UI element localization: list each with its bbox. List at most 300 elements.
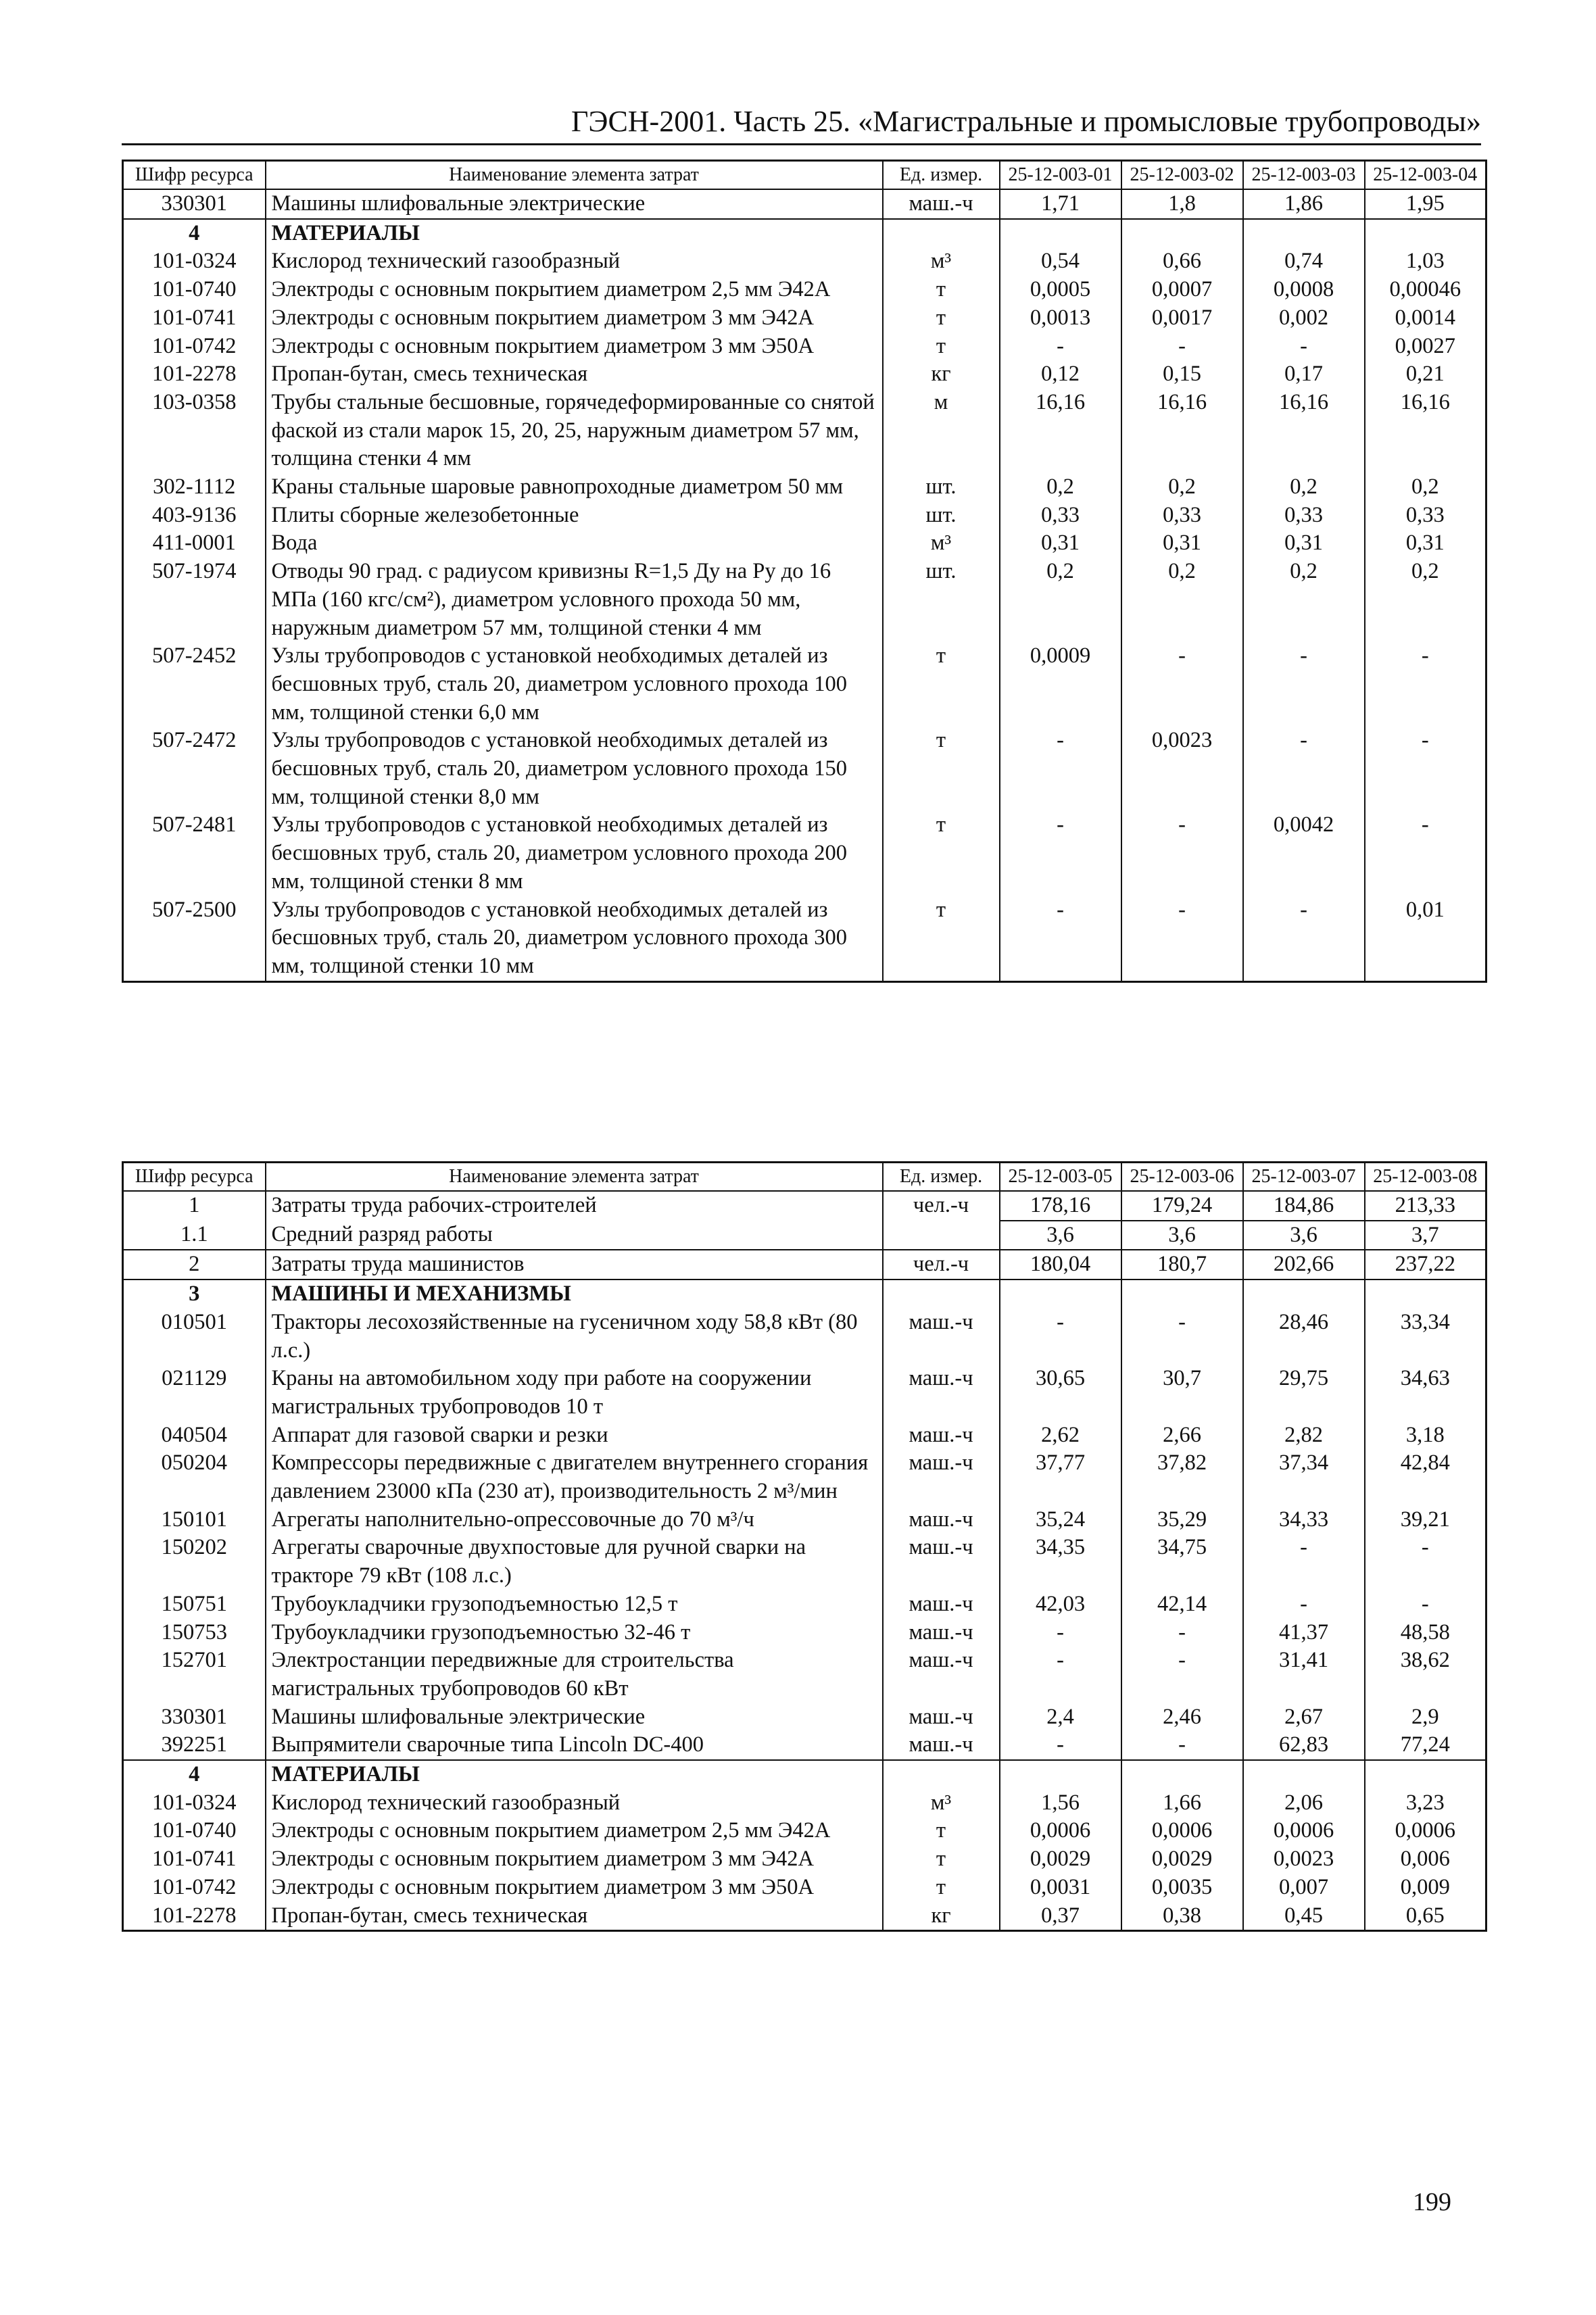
norm-value bbox=[1121, 1760, 1243, 1789]
column-header-unit: Ед. измер. bbox=[883, 161, 1000, 190]
norm-value: 34,35 bbox=[1000, 1534, 1121, 1590]
norm-value: 0,009 bbox=[1365, 1874, 1486, 1902]
table-row bbox=[123, 1902, 1486, 1931]
resource-code: 302-1112 bbox=[123, 473, 266, 502]
resource-code: 021129 bbox=[123, 1365, 266, 1421]
resource-name: Электроды с основным покрытием диаметром 3 мм Э42А bbox=[266, 1845, 883, 1874]
norm-value: 30,65 bbox=[1000, 1365, 1121, 1421]
norm-value: 0,0006 bbox=[1121, 1817, 1243, 1845]
norm-value: 2,82 bbox=[1243, 1421, 1365, 1450]
unit-of-measure: маш.-ч bbox=[883, 1506, 1000, 1534]
table-row bbox=[123, 1845, 1486, 1874]
table-row bbox=[123, 811, 1486, 896]
norm-value: 0,2 bbox=[1365, 558, 1486, 642]
norm-value: 38,62 bbox=[1365, 1647, 1486, 1703]
unit-of-measure: т bbox=[883, 642, 1000, 727]
unit-of-measure: м³ bbox=[883, 1789, 1000, 1818]
resource-name: Плиты сборные железобетонные bbox=[266, 502, 883, 530]
table-row bbox=[123, 1789, 1486, 1818]
table-row bbox=[123, 1449, 1486, 1505]
resource-name: Краны на автомобильном ходу при работе на сооружении магистральных трубопроводов 10 т bbox=[266, 1365, 883, 1421]
resource-name: Тракторы лесохозяйственные на гусеничном ходу 58,8 кВт (80 л.с.) bbox=[266, 1309, 883, 1365]
norm-value: 180,04 bbox=[1000, 1250, 1121, 1280]
norm-value: 0,0017 bbox=[1121, 304, 1243, 333]
table-row bbox=[123, 727, 1486, 811]
table-row bbox=[123, 529, 1486, 558]
unit-of-measure: т bbox=[883, 333, 1000, 361]
table-row bbox=[123, 1590, 1486, 1619]
table-row bbox=[123, 276, 1486, 304]
resource-code: 411-0001 bbox=[123, 529, 266, 558]
table-row bbox=[123, 896, 1486, 982]
norm-value: 0,45 bbox=[1243, 1902, 1365, 1931]
norm-value: 0,31 bbox=[1000, 529, 1121, 558]
norm-value: 3,23 bbox=[1365, 1789, 1486, 1818]
norm-value: 0,33 bbox=[1365, 502, 1486, 530]
norm-value: 0,00046 bbox=[1365, 276, 1486, 304]
norm-value: 3,7 bbox=[1365, 1221, 1486, 1250]
norm-value: 1,8 bbox=[1121, 189, 1243, 219]
norm-value: 0,17 bbox=[1243, 360, 1365, 389]
resource-name: Пропан-бутан, смесь техническая bbox=[266, 360, 883, 389]
norm-value: - bbox=[1121, 811, 1243, 896]
norm-value bbox=[1121, 1280, 1243, 1309]
running-header: ГЭСН-2001. Часть 25. «Магистральные и промысловые трубопроводы» bbox=[122, 101, 1481, 145]
norm-value: 62,83 bbox=[1243, 1731, 1365, 1760]
resource-code: 150202 bbox=[123, 1534, 266, 1590]
table-row bbox=[123, 1647, 1486, 1703]
resource-code: 101-0740 bbox=[123, 276, 266, 304]
norm-value: 42,03 bbox=[1000, 1590, 1121, 1619]
norm-value: 37,82 bbox=[1121, 1449, 1243, 1505]
norm-value: 0,0027 bbox=[1365, 333, 1486, 361]
norm-value: 42,84 bbox=[1365, 1449, 1486, 1505]
norm-value: - bbox=[1000, 1731, 1121, 1760]
norm-value: 0,0029 bbox=[1000, 1845, 1121, 1874]
norm-value: - bbox=[1000, 896, 1121, 982]
norm-value: 16,16 bbox=[1000, 389, 1121, 473]
resource-name: Краны стальные шаровые равнопроходные диаметром 50 мм bbox=[266, 473, 883, 502]
resource-code: 040504 bbox=[123, 1421, 266, 1450]
norm-value: - bbox=[1365, 727, 1486, 811]
resource-name: Электроды с основным покрытием диаметром 3 мм Э50А bbox=[266, 333, 883, 361]
unit-of-measure: маш.-ч bbox=[883, 189, 1000, 219]
norm-value: - bbox=[1243, 333, 1365, 361]
column-header-norm: 25-12-003-08 bbox=[1365, 1163, 1486, 1192]
unit-of-measure: т bbox=[883, 1817, 1000, 1845]
norm-value: 39,21 bbox=[1365, 1506, 1486, 1534]
norm-value: 1,95 bbox=[1365, 189, 1486, 219]
unit-of-measure: маш.-ч bbox=[883, 1309, 1000, 1365]
norm-value: 1,66 bbox=[1121, 1789, 1243, 1818]
norm-value: 35,24 bbox=[1000, 1506, 1121, 1534]
unit-of-measure: м³ bbox=[883, 529, 1000, 558]
resource-name: Трубоукладчики грузоподъемностью 12,5 т bbox=[266, 1590, 883, 1619]
norm-value: 0,0006 bbox=[1000, 1817, 1121, 1845]
unit-of-measure bbox=[883, 219, 1000, 248]
table-row bbox=[123, 247, 1486, 276]
norm-value: 3,6 bbox=[1243, 1221, 1365, 1250]
norm-value: 42,14 bbox=[1121, 1590, 1243, 1619]
norm-value: 0,15 bbox=[1121, 360, 1243, 389]
norm-value: 0,0005 bbox=[1000, 276, 1121, 304]
norm-value: - bbox=[1121, 1309, 1243, 1365]
resource-name: МАТЕРИАЛЫ bbox=[266, 1760, 883, 1789]
unit-of-measure: шт. bbox=[883, 502, 1000, 530]
norm-value bbox=[1121, 219, 1243, 248]
resource-code: 150753 bbox=[123, 1619, 266, 1647]
resource-code: 101-0324 bbox=[123, 247, 266, 276]
resource-name: Затраты труда машинистов bbox=[266, 1250, 883, 1280]
column-header-norm: 25-12-003-07 bbox=[1243, 1163, 1365, 1192]
table-row bbox=[123, 1703, 1486, 1732]
unit-of-measure: шт. bbox=[883, 473, 1000, 502]
resource-code: 330301 bbox=[123, 189, 266, 219]
norm-value: 1,71 bbox=[1000, 189, 1121, 219]
norm-value: 2,62 bbox=[1000, 1421, 1121, 1450]
norm-value: - bbox=[1365, 1590, 1486, 1619]
norm-value: 37,77 bbox=[1000, 1449, 1121, 1505]
norm-value: 0,54 bbox=[1000, 247, 1121, 276]
norm-value: 3,18 bbox=[1365, 1421, 1486, 1450]
resource-name: Агрегаты наполнительно-опрессовочные до 70 м³/ч bbox=[266, 1506, 883, 1534]
norm-value: 2,46 bbox=[1121, 1703, 1243, 1732]
norm-value: 0,21 bbox=[1365, 360, 1486, 389]
norm-value: 0,31 bbox=[1121, 529, 1243, 558]
norm-value: 34,33 bbox=[1243, 1506, 1365, 1534]
norm-value: - bbox=[1243, 896, 1365, 982]
table-row bbox=[123, 1191, 1486, 1221]
norm-value: 0,0023 bbox=[1243, 1845, 1365, 1874]
unit-of-measure: маш.-ч bbox=[883, 1449, 1000, 1505]
resource-code: 1.1 bbox=[123, 1221, 266, 1250]
norm-value bbox=[1365, 219, 1486, 248]
norm-value: - bbox=[1121, 333, 1243, 361]
resource-name: МАТЕРИАЛЫ bbox=[266, 219, 883, 248]
table-row bbox=[123, 558, 1486, 642]
table-header-row bbox=[123, 1163, 1486, 1192]
norm-value: 16,16 bbox=[1121, 389, 1243, 473]
table-row bbox=[123, 1506, 1486, 1534]
resource-table-1 bbox=[122, 160, 1487, 983]
resource-code: 330301 bbox=[123, 1703, 266, 1732]
resource-code: 507-2472 bbox=[123, 727, 266, 811]
norm-value: 2,66 bbox=[1121, 1421, 1243, 1450]
norm-value: - bbox=[1243, 1590, 1365, 1619]
table-row bbox=[123, 1874, 1486, 1902]
norm-value: - bbox=[1000, 727, 1121, 811]
column-header-code: Шифр ресурса bbox=[123, 1163, 266, 1192]
norm-value: 29,75 bbox=[1243, 1365, 1365, 1421]
table-row bbox=[123, 1221, 1486, 1250]
column-header-norm: 25-12-003-01 bbox=[1000, 161, 1121, 190]
norm-value: 33,34 bbox=[1365, 1309, 1486, 1365]
norm-value: 0,0031 bbox=[1000, 1874, 1121, 1902]
column-header-unit: Ед. измер. bbox=[883, 1163, 1000, 1192]
table-row bbox=[123, 219, 1486, 248]
norm-value: 34,63 bbox=[1365, 1365, 1486, 1421]
resource-code: 403-9136 bbox=[123, 502, 266, 530]
unit-of-measure: кг bbox=[883, 1902, 1000, 1931]
norm-value: 0,01 bbox=[1365, 896, 1486, 982]
norm-value: 180,7 bbox=[1121, 1250, 1243, 1280]
unit-of-measure: маш.-ч bbox=[883, 1619, 1000, 1647]
norm-value: 0,007 bbox=[1243, 1874, 1365, 1902]
resource-name: Агрегаты сварочные двухпостовые для ручной сварки на тракторе 79 кВт (108 л.с.) bbox=[266, 1534, 883, 1590]
norm-value: - bbox=[1243, 1534, 1365, 1590]
norm-value: 0,33 bbox=[1243, 502, 1365, 530]
norm-value: 41,37 bbox=[1243, 1619, 1365, 1647]
column-header-name: Наименование элемента затрат bbox=[266, 161, 883, 190]
norm-value: 0,002 bbox=[1243, 304, 1365, 333]
unit-of-measure: т bbox=[883, 276, 1000, 304]
resource-name: Вода bbox=[266, 529, 883, 558]
resource-code: 150101 bbox=[123, 1506, 266, 1534]
norm-value: 16,16 bbox=[1243, 389, 1365, 473]
resource-code: 4 bbox=[123, 1760, 266, 1789]
resource-code: 507-1974 bbox=[123, 558, 266, 642]
resource-code: 507-2452 bbox=[123, 642, 266, 727]
resource-name: Электроды с основным покрытием диаметром 2,5 мм Э42А bbox=[266, 1817, 883, 1845]
table-row bbox=[123, 1309, 1486, 1365]
norm-value: 35,29 bbox=[1121, 1506, 1243, 1534]
column-header-norm: 25-12-003-04 bbox=[1365, 161, 1486, 190]
resource-name: Кислород технический газообразный bbox=[266, 247, 883, 276]
norm-value: 0,0009 bbox=[1000, 642, 1121, 727]
resource-name: Пропан-бутан, смесь техническая bbox=[266, 1902, 883, 1931]
resource-name: Узлы трубопроводов с установкой необходимых деталей из бесшовных труб, сталь 20, диаметром условного прохода 200 мм, толщиной стенки 8 мм bbox=[266, 811, 883, 896]
resource-code: 101-0740 bbox=[123, 1817, 266, 1845]
table-row bbox=[123, 1619, 1486, 1647]
norm-value: 0,2 bbox=[1243, 558, 1365, 642]
resource-code: 101-0741 bbox=[123, 304, 266, 333]
unit-of-measure: кг bbox=[883, 360, 1000, 389]
table-row bbox=[123, 1534, 1486, 1590]
norm-value: - bbox=[1121, 1647, 1243, 1703]
unit-of-measure: м³ bbox=[883, 247, 1000, 276]
norm-value: 0,0029 bbox=[1121, 1845, 1243, 1874]
resource-name: Электростанции передвижные для строительства магистральных трубопроводов 60 кВт bbox=[266, 1647, 883, 1703]
norm-value: 0,0006 bbox=[1365, 1817, 1486, 1845]
resource-code: 101-0741 bbox=[123, 1845, 266, 1874]
table-row bbox=[123, 333, 1486, 361]
resource-code: 3 bbox=[123, 1280, 266, 1309]
norm-value bbox=[1365, 1760, 1486, 1789]
norm-value: 2,67 bbox=[1243, 1703, 1365, 1732]
unit-of-measure: т bbox=[883, 811, 1000, 896]
resource-name: Затраты труда рабочих-строителей bbox=[266, 1191, 883, 1221]
norm-value: 0,0008 bbox=[1243, 276, 1365, 304]
unit-of-measure: т bbox=[883, 304, 1000, 333]
norm-value: - bbox=[1121, 896, 1243, 982]
norm-value: 0,2 bbox=[1000, 473, 1121, 502]
resource-name: Электроды с основным покрытием диаметром 3 мм Э50А bbox=[266, 1874, 883, 1902]
norm-value: 1,03 bbox=[1365, 247, 1486, 276]
table-row bbox=[123, 360, 1486, 389]
norm-value: 0,0014 bbox=[1365, 304, 1486, 333]
column-header-norm: 25-12-003-05 bbox=[1000, 1163, 1121, 1192]
resource-code: 103-0358 bbox=[123, 389, 266, 473]
norm-value: - bbox=[1000, 1309, 1121, 1365]
norm-value: 2,9 bbox=[1365, 1703, 1486, 1732]
norm-value: 0,66 bbox=[1121, 247, 1243, 276]
norm-value bbox=[1000, 219, 1121, 248]
table-row bbox=[123, 1250, 1486, 1280]
unit-of-measure: маш.-ч bbox=[883, 1731, 1000, 1760]
norm-value: 0,2 bbox=[1121, 558, 1243, 642]
table-row bbox=[123, 1760, 1486, 1789]
norm-value: 31,41 bbox=[1243, 1647, 1365, 1703]
norm-value: 0,31 bbox=[1365, 529, 1486, 558]
norm-value: 0,2 bbox=[1121, 473, 1243, 502]
norm-value bbox=[1243, 1280, 1365, 1309]
resource-table-2 bbox=[122, 1161, 1487, 1932]
norm-value bbox=[1365, 1280, 1486, 1309]
norm-value: - bbox=[1000, 1619, 1121, 1647]
column-header-norm: 25-12-003-02 bbox=[1121, 161, 1243, 190]
norm-value: 16,16 bbox=[1365, 389, 1486, 473]
resource-code: 101-0742 bbox=[123, 1874, 266, 1902]
unit-of-measure: т bbox=[883, 896, 1000, 982]
unit-of-measure: маш.-ч bbox=[883, 1647, 1000, 1703]
norm-value: 0,0042 bbox=[1243, 811, 1365, 896]
unit-of-measure: т bbox=[883, 1845, 1000, 1874]
norm-value: 0,0013 bbox=[1000, 304, 1121, 333]
column-header-code: Шифр ресурса bbox=[123, 161, 266, 190]
norm-value: 1,56 bbox=[1000, 1789, 1121, 1818]
norm-value: 184,86 bbox=[1243, 1191, 1365, 1221]
unit-of-measure bbox=[883, 1760, 1000, 1789]
unit-of-measure: маш.-ч bbox=[883, 1590, 1000, 1619]
resource-code: 101-2278 bbox=[123, 1902, 266, 1931]
table-row bbox=[123, 642, 1486, 727]
norm-value: 0,38 bbox=[1121, 1902, 1243, 1931]
column-header-norm: 25-12-003-03 bbox=[1243, 161, 1365, 190]
norm-value: 0,31 bbox=[1243, 529, 1365, 558]
norm-value: - bbox=[1121, 1619, 1243, 1647]
resource-code: 101-0742 bbox=[123, 333, 266, 361]
norm-value: 202,66 bbox=[1243, 1250, 1365, 1280]
resource-name: Узлы трубопроводов с установкой необходимых деталей из бесшовных труб, сталь 20, диаметром условного прохода 150 мм, толщиной стенки 8,0 мм bbox=[266, 727, 883, 811]
norm-value: 0,2 bbox=[1365, 473, 1486, 502]
unit-of-measure: маш.-ч bbox=[883, 1365, 1000, 1421]
norm-value: - bbox=[1121, 642, 1243, 727]
resource-code: 152701 bbox=[123, 1647, 266, 1703]
resource-code: 101-2278 bbox=[123, 360, 266, 389]
norm-value: - bbox=[1365, 811, 1486, 896]
resource-code: 2 bbox=[123, 1250, 266, 1280]
resource-name: Электроды с основным покрытием диаметром 3 мм Э42А bbox=[266, 304, 883, 333]
table-row bbox=[123, 1731, 1486, 1760]
resource-code: 050204 bbox=[123, 1449, 266, 1505]
norm-value: 0,2 bbox=[1243, 473, 1365, 502]
resource-code: 1 bbox=[123, 1191, 266, 1221]
norm-value: 77,24 bbox=[1365, 1731, 1486, 1760]
resource-name: Машины шлифовальные электрические bbox=[266, 1703, 883, 1732]
norm-value bbox=[1243, 1760, 1365, 1789]
resource-name: Аппарат для газовой сварки и резки bbox=[266, 1421, 883, 1450]
table-row bbox=[123, 189, 1486, 219]
norm-value: - bbox=[1000, 1647, 1121, 1703]
norm-value: 3,6 bbox=[1121, 1221, 1243, 1250]
resource-name: Узлы трубопроводов с установкой необходимых деталей из бесшовных труб, сталь 20, диаметром условного прохода 100 мм, толщиной стенки 6,0 мм bbox=[266, 642, 883, 727]
norm-value bbox=[1000, 1760, 1121, 1789]
resource-name: МАШИНЫ И МЕХАНИЗМЫ bbox=[266, 1280, 883, 1309]
resource-code: 4 bbox=[123, 219, 266, 248]
norm-value: 3,6 bbox=[1000, 1221, 1121, 1250]
norm-value: 0,74 bbox=[1243, 247, 1365, 276]
norm-value bbox=[1000, 1280, 1121, 1309]
resource-name: Компрессоры передвижные с двигателем внутреннего сгорания давлением 23000 кПа (230 ат), производительность 2 м³/мин bbox=[266, 1449, 883, 1505]
unit-of-measure: чел.-ч bbox=[883, 1191, 1000, 1221]
unit-of-measure bbox=[883, 1280, 1000, 1309]
table-row bbox=[123, 473, 1486, 502]
norm-value: 0,0035 bbox=[1121, 1874, 1243, 1902]
norm-value: 0,33 bbox=[1121, 502, 1243, 530]
norm-value: 0,006 bbox=[1365, 1845, 1486, 1874]
norm-value: - bbox=[1243, 727, 1365, 811]
table-row bbox=[123, 502, 1486, 530]
resource-name: Электроды с основным покрытием диаметром 2,5 мм Э42А bbox=[266, 276, 883, 304]
resource-name: Средний разряд работы bbox=[266, 1221, 883, 1250]
norm-value: 2,4 bbox=[1000, 1703, 1121, 1732]
resource-code: 150751 bbox=[123, 1590, 266, 1619]
column-header-name: Наименование элемента затрат bbox=[266, 1163, 883, 1192]
norm-value: 28,46 bbox=[1243, 1309, 1365, 1365]
norm-value: 213,33 bbox=[1365, 1191, 1486, 1221]
resource-code: 507-2481 bbox=[123, 811, 266, 896]
norm-value: 1,86 bbox=[1243, 189, 1365, 219]
resource-name: Кислород технический газообразный bbox=[266, 1789, 883, 1818]
resource-code: 507-2500 bbox=[123, 896, 266, 982]
norm-value: 37,34 bbox=[1243, 1449, 1365, 1505]
unit-of-measure: маш.-ч bbox=[883, 1534, 1000, 1590]
norm-value: - bbox=[1121, 1731, 1243, 1760]
norm-value: 0,37 bbox=[1000, 1902, 1121, 1931]
table-header-row bbox=[123, 161, 1486, 190]
norm-value: 2,06 bbox=[1243, 1789, 1365, 1818]
resource-name: Узлы трубопроводов с установкой необходимых деталей из бесшовных труб, сталь 20, диаметром условного прохода 300 мм, толщиной стенки 10 мм bbox=[266, 896, 883, 982]
norm-value: 179,24 bbox=[1121, 1191, 1243, 1221]
table-row bbox=[123, 1817, 1486, 1845]
resource-name: Отводы 90 град. с радиусом кривизны R=1,5 Ду на Ру до 16 МПа (160 кгс/см²), диаметром условного прохода 50 мм, наружным диаметром 57 мм, толщиной стенки 4 мм bbox=[266, 558, 883, 642]
resource-name: Трубы стальные бесшовные, горячедеформированные со снятой фаской из стали марок 15, 20, 25, наружным диаметром 57 мм, толщина стенки 4 мм bbox=[266, 389, 883, 473]
norm-value: 48,58 bbox=[1365, 1619, 1486, 1647]
unit-of-measure: маш.-ч bbox=[883, 1703, 1000, 1732]
norm-value: - bbox=[1365, 642, 1486, 727]
unit-of-measure: шт. bbox=[883, 558, 1000, 642]
table-row bbox=[123, 389, 1486, 473]
unit-of-measure: маш.-ч bbox=[883, 1421, 1000, 1450]
norm-value: 34,75 bbox=[1121, 1534, 1243, 1590]
norm-value: 0,0007 bbox=[1121, 276, 1243, 304]
unit-of-measure: чел.-ч bbox=[883, 1250, 1000, 1280]
norm-value: - bbox=[1243, 642, 1365, 727]
resource-name: Выпрямители сварочные типа Lincoln DC-400 bbox=[266, 1731, 883, 1760]
table-row bbox=[123, 304, 1486, 333]
resource-name: Трубоукладчики грузоподъемностью 32-46 т bbox=[266, 1619, 883, 1647]
norm-value: 0,33 bbox=[1000, 502, 1121, 530]
page-number: 199 bbox=[1413, 2188, 1451, 2216]
unit-of-measure bbox=[883, 1221, 1000, 1250]
norm-value: 0,0006 bbox=[1243, 1817, 1365, 1845]
unit-of-measure: т bbox=[883, 727, 1000, 811]
norm-value: 237,22 bbox=[1365, 1250, 1486, 1280]
resource-code: 010501 bbox=[123, 1309, 266, 1365]
norm-value: 0,2 bbox=[1000, 558, 1121, 642]
norm-value: 0,12 bbox=[1000, 360, 1121, 389]
unit-of-measure: м bbox=[883, 389, 1000, 473]
